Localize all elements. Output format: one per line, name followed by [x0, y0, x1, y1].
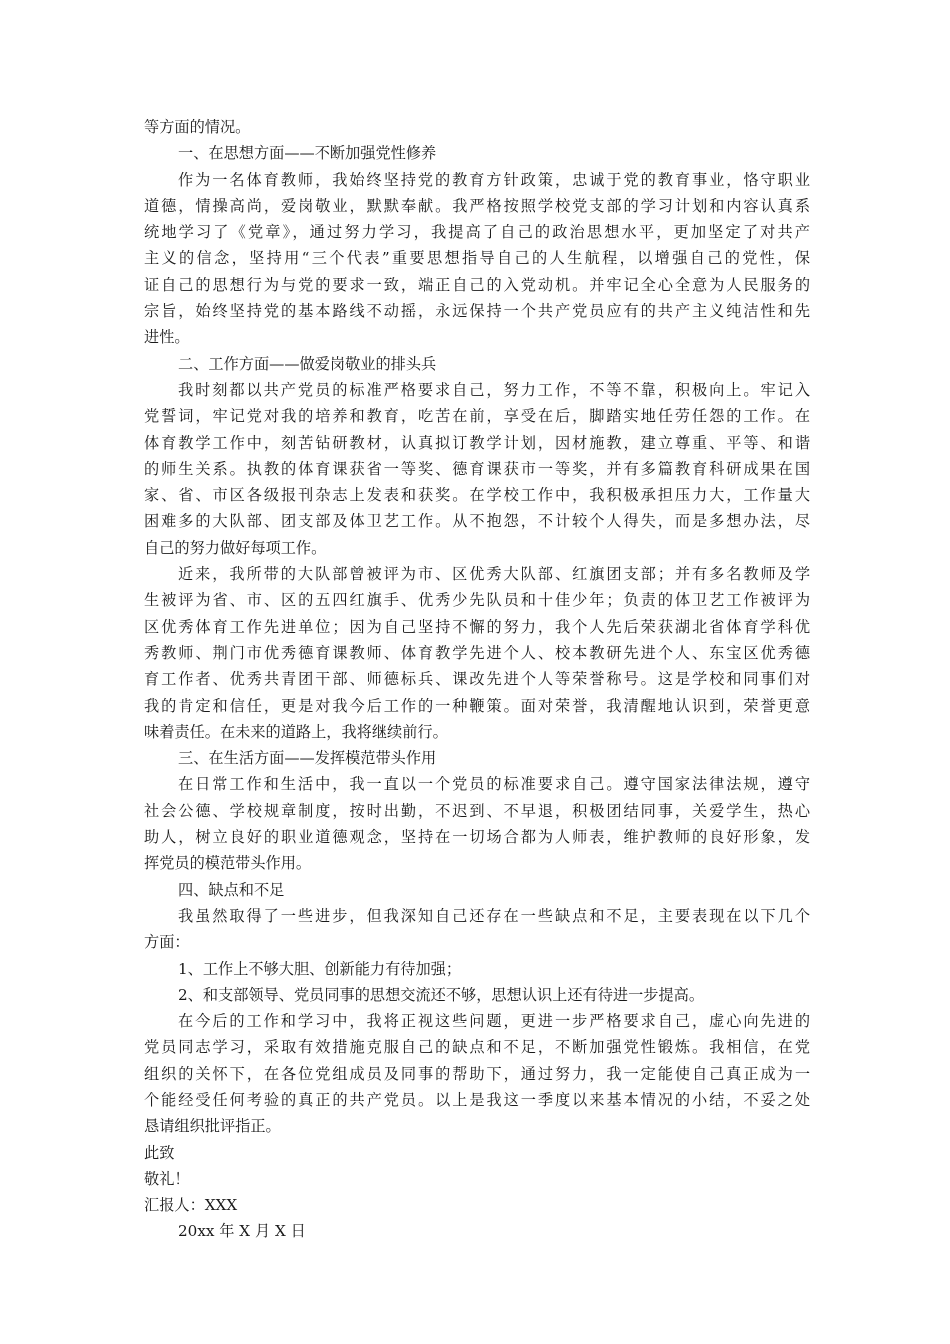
section-4-heading: 四、缺点和不足	[178, 880, 285, 899]
section-3-paragraph-1	[144, 771, 810, 876]
paragraph-line: 社会公德、学校规章制度，按时出勤，不迟到、不早退，积极团结同事，关爱学生，热心	[144, 801, 810, 820]
paragraph-line: 我的肯定和信任，更是对我今后工作的一种鞭策。面对荣誉，我清醒地认识到，荣誉更意	[144, 696, 810, 715]
section-2-heading: 二、工作方面——做爱岗敬业的排头兵	[178, 354, 437, 373]
salute-line: 敬礼！	[144, 1169, 190, 1188]
paragraph-line: 统地学习了《党章》，通过努力学习，我提高了自己的政治思想水平，更加坚定了对共产	[144, 223, 810, 242]
date-line: 20xx 年 X 月 X 日	[178, 1222, 306, 1241]
paragraph-line: 挥党员的模范带头作用。	[144, 854, 312, 873]
paragraph-line: 方面：	[144, 933, 190, 952]
section-1-heading: 一、在思想方面——不断加强党性修养	[178, 144, 437, 163]
paragraph-line: 困难多的大队部、团支部及体卫艺工作。从不抱怨，不计较个人得失，而是多想办法，尽	[144, 512, 810, 531]
paragraph-line: 作为一名体育教师，我始终坚持党的教育方针政策，忠诚于党的教育事业，恪守职业	[178, 170, 810, 189]
paragraph-line: 秀教师、荆门市优秀德育课教师、体育教学先进个人、校本教研先进个人、东宝区优秀德	[144, 643, 810, 662]
paragraph-line: 恳请组织批评指正。	[144, 1117, 281, 1136]
paragraph-line: 家、省、市区各级报刊杂志上发表和获奖。在学校工作中，我积极承担压力大，工作量大	[144, 486, 810, 505]
paragraph-line: 党员同志学习，采取有效措施克服自己的缺点和不足，不断加强党性锻炼。我相信，在党	[144, 1038, 810, 1057]
paragraph-line: 道德，情操高尚，爱岗敬业，默默奉献。我严格按照学校党支部的学习计划和内容认真系	[144, 196, 810, 215]
paragraph-line: 区优秀体育工作先进单位；因为自己坚持不懈的努力，我个人先后荣获湖北省体育学科优	[144, 617, 810, 636]
section-4-paragraph-4	[144, 1008, 810, 1139]
paragraph-line: 组织的关怀下，在各位党组成员及同事的帮助下，通过努力，我一定能使自己真正成为一	[144, 1064, 810, 1083]
section-1-paragraph-1	[144, 167, 810, 351]
paragraph-line: 助人，树立良好的职业道德观念，坚持在一切场合都为人师表，维护教师的良好形象，发	[144, 828, 810, 847]
section-2-paragraph-2	[144, 561, 810, 745]
reporter-line: 汇报人：XXX	[144, 1196, 238, 1215]
document-page	[144, 114, 810, 1245]
intro-tail-line: 等方面的情况。	[144, 118, 251, 136]
paragraph-line: 的师生关系。执教的体育课获省一等奖、德育课获市一等奖，并有多篇教育科研成果在国	[144, 459, 810, 478]
paragraph-line: 体育教学工作中，刻苦钻研教材，认真拟订教学计划，因材施教，建立尊重、平等、和谐	[144, 433, 810, 452]
paragraph-line: 我虽然取得了一些进步，但我深知自己还存在一些缺点和不足，主要表现在以下几个	[178, 906, 810, 925]
shortcoming-item-1: 1、工作上不够大胆、创新能力有待加强；	[178, 959, 462, 978]
shortcoming-item-2: 2、和支部领导、党员同事的思想交流还不够，思想认识上还有待进一步提高。	[178, 985, 705, 1004]
section-3-heading: 三、在生活方面——发挥模范带头作用	[178, 749, 437, 768]
closing-line: 此致	[144, 1143, 175, 1162]
section-4-paragraph-1	[144, 903, 810, 956]
paragraph-line: 证自己的思想行为与党的要求一致，端正自己的入党动机。并牢记全心全意为人民服务的	[144, 275, 810, 294]
paragraph-line: 主义的信念，坚持用“三个代表”重要思想指导自己的人生航程，以增强自己的党性，保	[144, 249, 810, 268]
paragraph-line: 个能经受任何考验的真正的共产党员。以上是我这一季度以来基本情况的小结，不妥之处	[144, 1090, 810, 1109]
paragraph-line: 在日常工作和生活中，我一直以一个党员的标准要求自己。遵守国家法律法规，遵守	[178, 775, 810, 794]
paragraph-line: 进性。	[144, 328, 190, 347]
paragraph-line: 我时刻都以共产党员的标准严格要求自己，努力工作，不等不靠，积极向上。牢记入	[178, 380, 810, 399]
paragraph-line: 近来，我所带的大队部曾被评为市、区优秀大队部、红旗团支部；并有多名教师及学	[178, 565, 810, 584]
paragraph-line: 宗旨，始终坚持党的基本路线不动摇，永远保持一个共产党员应有的共产主义纯洁性和先	[144, 302, 810, 321]
paragraph-line: 味着责任。在未来的道路上，我将继续前行。	[144, 722, 448, 741]
section-2-paragraph-1	[144, 377, 810, 561]
paragraph-line: 育工作者、优秀共青团干部、师德标兵、课改先进个人等荣誉称号。这是学校和同事们对	[144, 670, 810, 689]
paragraph-line: 党誓词，牢记党对我的培养和教育，吃苦在前，享受在后，脚踏实地任劳任怨的工作。在	[144, 407, 810, 426]
paragraph-line: 在今后的工作和学习中，我将正视这些问题，更进一步严格要求自己，虚心向先进的	[178, 1012, 810, 1031]
paragraph-line: 生被评为省、市、区的五四红旗手、优秀少先队员和十佳少年；负责的体卫艺工作被评为	[144, 591, 810, 610]
paragraph-line: 自己的努力做好每项工作。	[144, 538, 327, 557]
